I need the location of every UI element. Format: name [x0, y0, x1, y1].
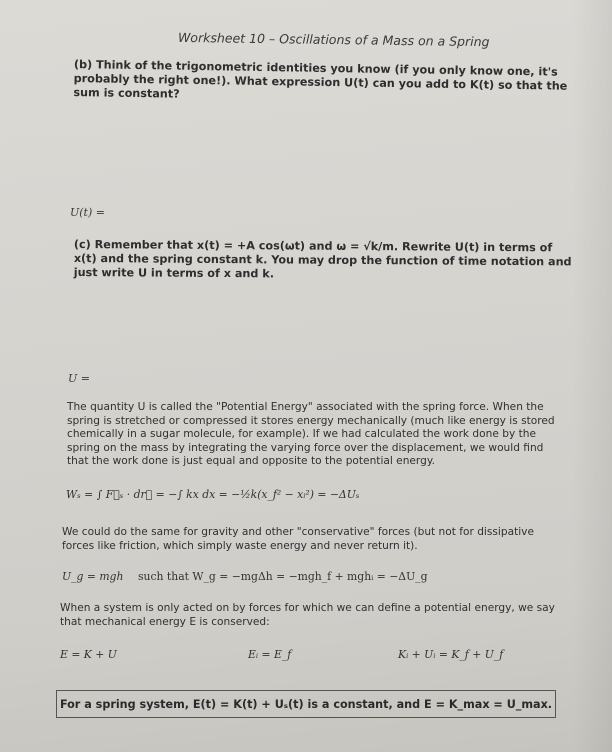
page-shadow	[572, 0, 612, 752]
equation-gravity-potential: U_g = mgh	[62, 570, 124, 583]
summary-box	[56, 690, 556, 718]
question-b: (b) Think of the trigonometric identities you know (if you only know one, it's probably the right one!). What expression U(t) can you add to K(t) so that the sum is constant?	[73, 58, 568, 101]
equation-energy-equal: Eᵢ = E_f	[248, 648, 292, 661]
summary-text: For a spring system, E(t) = K(t) + Uₛ(t) is a constant, and E = K_max = U_max.	[59, 697, 553, 711]
question-c: (c) Remember that x(t) = +A cos(ωt) and ω = √k/m. Rewrite U(t) in terms of x(t) and the spring constant k. You may drop the function of time notation and just write U in terms of x and k.	[73, 238, 572, 281]
paragraph-potential-energy: The quantity U is called the "Potential Energy" associated with the spring force. When the spring is stretched or compressed it stores energy mechanically (much like energy is stored chemically in a sugar molecule, for example). If we had calculated the work done by the spring on the mass by integrating the varying force over the displacement, we would find that the work done is just equal and opposite to the potential energy.	[67, 401, 555, 467]
equation-spring-work: Wₛ = ∫ F⃗ₛ · dr⃗ = −∫ kx dx = −½k(x_f² − xᵢ²) = −ΔUₛ	[66, 488, 360, 501]
equation-gravity-work: such that W_g = −mgΔh = −mgh_f + mghᵢ = −ΔU_g	[138, 570, 428, 583]
paragraph-energy-conservation: When a system is only acted on by forces for which we can define a potential energy, we say that mechanical energy E is conserved:	[60, 602, 555, 628]
page-title: Worksheet 10 – Oscillations of a Mass on a Spring	[177, 29, 490, 50]
answer-label-u: U =	[68, 372, 90, 385]
answer-label-u-t: U(t) =	[70, 206, 105, 219]
equation-energy-components: Kᵢ + Uᵢ = K_f + U_f	[398, 648, 504, 661]
equation-energy-sum: E = K + U	[60, 648, 117, 661]
paragraph-conservative-forces: We could do the same for gravity and other "conservative" forces (but not for dissipative forces like friction, which simply waste energy and never return it).	[62, 526, 534, 552]
